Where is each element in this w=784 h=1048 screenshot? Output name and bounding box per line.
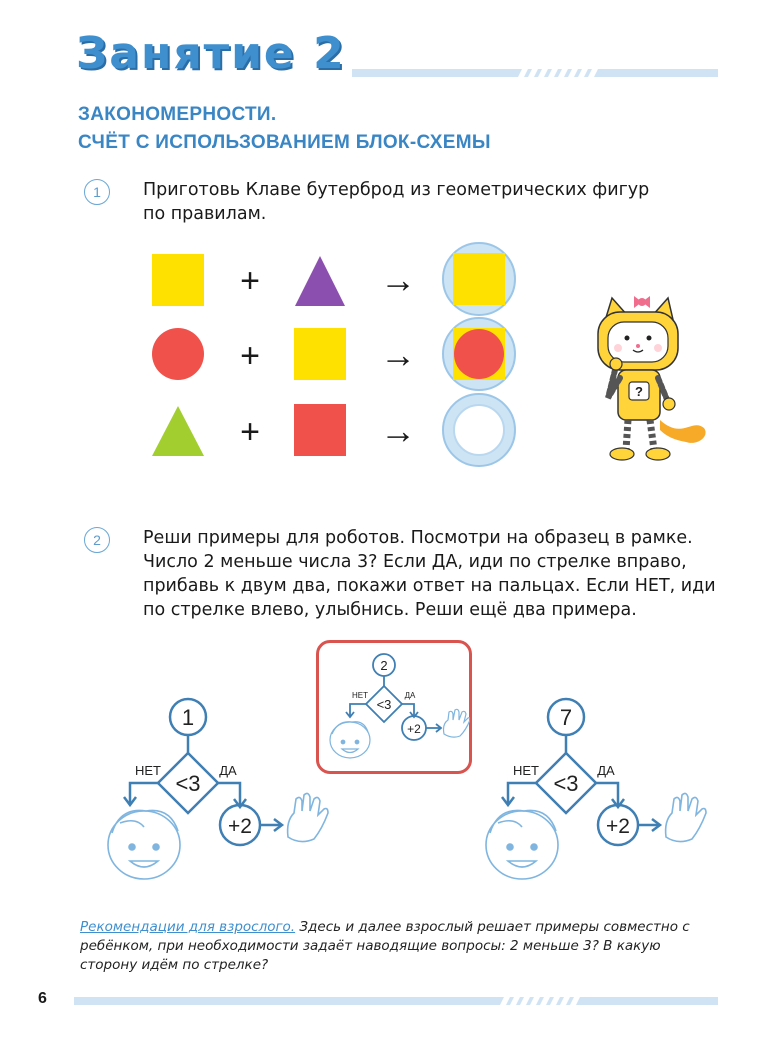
condition-label: <3 — [175, 771, 201, 796]
yes-label: ДА — [219, 763, 237, 778]
open-hand-icon — [288, 793, 328, 841]
task2-text-line-2: Число 2 меньше числа 3? Если ДА, иди по стрелке вправо, — [143, 552, 687, 572]
smiling-boy-icon — [108, 810, 180, 879]
footer-stripe — [74, 994, 720, 1008]
flowchart-right — [478, 695, 718, 890]
sample-smiling-boy-icon — [330, 722, 370, 758]
note-text: Здесь и далее взрослый решает примеры совместно с ребёнком, при необходимости задаёт наводящие вопросы: 2 меньше 3? В какую сторону идём по стрелке? — [80, 919, 690, 973]
task2-text — [143, 526, 716, 622]
plate-1-yellow-square — [453, 253, 505, 305]
subtitle — [78, 101, 491, 157]
adult-recommendation-note — [80, 918, 720, 975]
no-label: НЕТ — [135, 763, 161, 778]
sample-open-hand-icon — [444, 709, 471, 737]
sample-start-value: 2 — [380, 658, 388, 673]
arrow-right-icon: → — [380, 410, 416, 451]
flowchart-left — [100, 695, 340, 890]
add-label: +2 — [606, 815, 630, 838]
plus-sign: + — [240, 413, 260, 451]
question-mark: ? — [635, 384, 643, 399]
condition-label: <3 — [553, 771, 579, 796]
start-value: 1 — [181, 705, 195, 730]
subtitle-line-1: ЗАКОНОМЕРНОСТИ. — [78, 104, 277, 125]
red-circle — [152, 328, 204, 380]
page-number: 6 — [38, 990, 47, 1007]
note-label: Рекомендации для взрослого. — [80, 919, 296, 935]
task2-number: 2 — [84, 527, 110, 553]
purple-triangle — [295, 256, 345, 306]
arrow-right-icon: → — [380, 259, 416, 300]
cat-tail — [660, 420, 706, 443]
arrow-right-icon: → — [380, 334, 416, 375]
sandwich-rules — [140, 240, 540, 470]
sample-no-label: НЕТ — [352, 691, 368, 700]
add-label: +2 — [228, 815, 252, 838]
plus-sign: + — [240, 262, 260, 300]
sample-add-label: +2 — [407, 722, 421, 736]
open-hand-icon — [666, 793, 706, 841]
task2-text-line-4: по стрелке влево, улыбнись. Реши ещё два примера. — [143, 600, 637, 620]
plate-2-red-circle — [454, 329, 504, 379]
sample-yes-label: ДА — [404, 691, 416, 700]
task2-text-line-3: прибавь к двум два, покажи ответ на пальцах. Если НЕТ, иди — [143, 576, 716, 596]
sample-condition-label: <3 — [376, 697, 392, 712]
header-stripe — [352, 66, 720, 80]
task1-number: 1 — [84, 179, 110, 205]
plate-3-center — [454, 405, 504, 455]
task1-text-line-2: по правилам. — [143, 204, 267, 224]
cat-robot-illustration — [582, 290, 712, 468]
task1-text-line-1: Приготовь Клаве бутерброд из геометрических фигур — [143, 180, 650, 200]
smiling-boy-icon — [486, 810, 558, 879]
plus-sign: + — [240, 337, 260, 375]
yellow-square — [152, 254, 204, 306]
start-value: 7 — [559, 705, 573, 730]
task2-text-line-1: Реши примеры для роботов. Посмотри на образец в рамке. — [143, 528, 693, 548]
yes-label: ДА — [597, 763, 615, 778]
yellow-square — [294, 328, 346, 380]
no-label: НЕТ — [513, 763, 539, 778]
green-triangle — [152, 406, 204, 456]
flowchart-sample — [322, 650, 470, 770]
subtitle-line-2: СЧЁТ С ИСПОЛЬЗОВАНИЕМ БЛОК-СХЕМЫ — [78, 132, 491, 153]
red-square — [294, 404, 346, 456]
lesson-title: Занятие 2 — [76, 28, 346, 79]
task1-text — [143, 178, 649, 226]
